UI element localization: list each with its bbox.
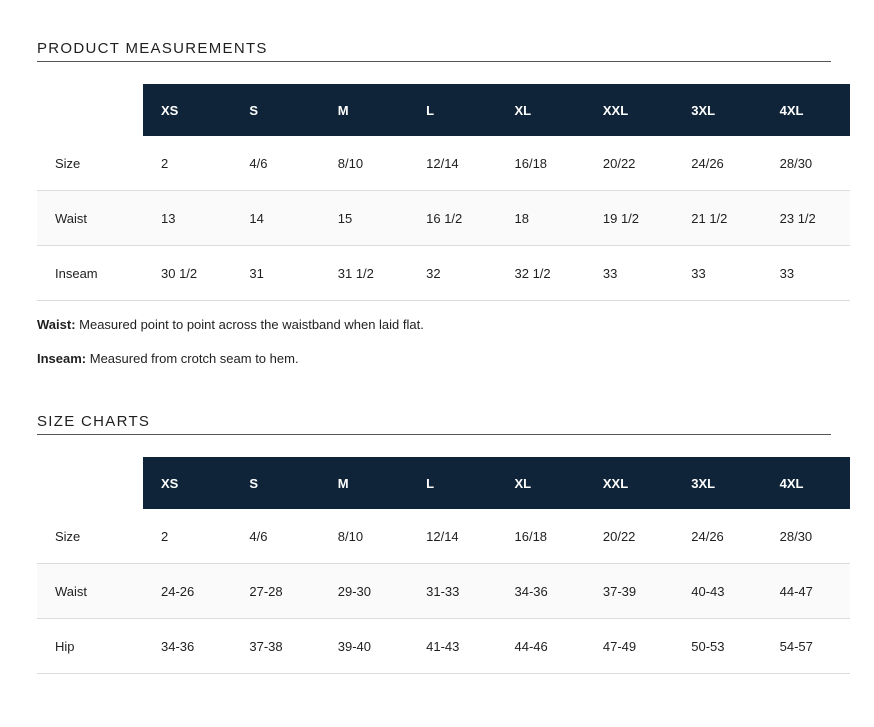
table-cell: 31-33 bbox=[408, 564, 496, 619]
waist-note bbox=[37, 317, 424, 332]
table-cell: 20/22 bbox=[585, 509, 673, 564]
table-cell: 41-43 bbox=[408, 619, 496, 674]
row-label: Size bbox=[37, 136, 143, 191]
table-row bbox=[37, 509, 850, 564]
table-row bbox=[37, 564, 850, 619]
table-cell: 31 1/2 bbox=[320, 246, 408, 301]
table-header-cell: 3XL bbox=[673, 84, 761, 136]
table-cell: 19 1/2 bbox=[585, 191, 673, 246]
table-cell: 33 bbox=[585, 246, 673, 301]
product-measurements-table bbox=[37, 84, 850, 301]
table-cell: 2 bbox=[143, 136, 231, 191]
table-cell: 20/22 bbox=[585, 136, 673, 191]
table-cell: 44-47 bbox=[762, 564, 850, 619]
table-cell: 16 1/2 bbox=[408, 191, 496, 246]
table-header-cell: S bbox=[231, 84, 319, 136]
table-header-cell: L bbox=[408, 84, 496, 136]
table-cell: 37-38 bbox=[231, 619, 319, 674]
size-charts-table bbox=[37, 457, 850, 674]
table-cell: 40-43 bbox=[673, 564, 761, 619]
table-cell: 31 bbox=[231, 246, 319, 301]
table-cell: 4/6 bbox=[231, 136, 319, 191]
waist-note-term: Waist: bbox=[37, 317, 76, 332]
table-cell: 12/14 bbox=[408, 509, 496, 564]
waist-note-text: Measured point to point across the waistband when laid flat. bbox=[75, 317, 424, 332]
table-cell: 37-39 bbox=[585, 564, 673, 619]
table-header-cell: XS bbox=[143, 84, 231, 136]
row-label: Inseam bbox=[37, 246, 143, 301]
table-cell: 28/30 bbox=[762, 136, 850, 191]
table-cell: 34-36 bbox=[143, 619, 231, 674]
table-header-cell: 4XL bbox=[762, 84, 850, 136]
table-cell: 13 bbox=[143, 191, 231, 246]
table-cell: 15 bbox=[320, 191, 408, 246]
table-cell: 14 bbox=[231, 191, 319, 246]
table-cell: 21 1/2 bbox=[673, 191, 761, 246]
table-header-row bbox=[37, 457, 850, 509]
table-cell: 24-26 bbox=[143, 564, 231, 619]
table-row bbox=[37, 246, 850, 301]
product-measurements-title-rule bbox=[37, 61, 831, 62]
table-cell: 47-49 bbox=[585, 619, 673, 674]
inseam-note-text: Measured from crotch seam to hem. bbox=[86, 351, 299, 366]
inseam-note-term: Inseam: bbox=[37, 351, 87, 366]
table-cell: 32 1/2 bbox=[497, 246, 585, 301]
table-cell: 18 bbox=[497, 191, 585, 246]
inseam-note bbox=[37, 351, 299, 366]
row-label: Hip bbox=[37, 619, 143, 674]
table-header-cell: M bbox=[320, 457, 408, 509]
table-cell: 4/6 bbox=[231, 509, 319, 564]
table-cell: 2 bbox=[143, 509, 231, 564]
table-cell: 24/26 bbox=[673, 136, 761, 191]
size-charts-title-rule bbox=[37, 434, 831, 435]
table-header-cell: M bbox=[320, 84, 408, 136]
table-header-cell: 4XL bbox=[762, 457, 850, 509]
table-row bbox=[37, 136, 850, 191]
table-cell: 33 bbox=[673, 246, 761, 301]
table-cell: 16/18 bbox=[497, 136, 585, 191]
table-header-cell: L bbox=[408, 457, 496, 509]
table-cell: 12/14 bbox=[408, 136, 496, 191]
size-charts-title: SIZE CHARTS bbox=[37, 413, 151, 430]
table-cell: 54-57 bbox=[762, 619, 850, 674]
product-measurements-title: PRODUCT MEASUREMENTS bbox=[37, 40, 268, 57]
table-header-cell: XL bbox=[497, 84, 585, 136]
table-cell: 30 1/2 bbox=[143, 246, 231, 301]
table-cell: 23 1/2 bbox=[762, 191, 850, 246]
table-header-corner bbox=[37, 84, 143, 136]
table-cell: 34-36 bbox=[497, 564, 585, 619]
table-row bbox=[37, 619, 850, 674]
table-cell: 27-28 bbox=[231, 564, 319, 619]
table-cell: 44-46 bbox=[497, 619, 585, 674]
table-row bbox=[37, 191, 850, 246]
table-cell: 16/18 bbox=[497, 509, 585, 564]
table-cell: 39-40 bbox=[320, 619, 408, 674]
table-header-cell: S bbox=[231, 457, 319, 509]
table-cell: 32 bbox=[408, 246, 496, 301]
row-label: Size bbox=[37, 509, 143, 564]
row-label: Waist bbox=[37, 564, 143, 619]
table-header-cell: XXL bbox=[585, 457, 673, 509]
table-cell: 50-53 bbox=[673, 619, 761, 674]
table-cell: 33 bbox=[762, 246, 850, 301]
table-cell: 29-30 bbox=[320, 564, 408, 619]
table-cell: 8/10 bbox=[320, 509, 408, 564]
table-cell: 8/10 bbox=[320, 136, 408, 191]
table-cell: 24/26 bbox=[673, 509, 761, 564]
table-cell: 28/30 bbox=[762, 509, 850, 564]
row-label: Waist bbox=[37, 191, 143, 246]
table-header-row bbox=[37, 84, 850, 136]
table-header-cell: XL bbox=[497, 457, 585, 509]
table-header-corner bbox=[37, 457, 143, 509]
table-header-cell: 3XL bbox=[673, 457, 761, 509]
table-header-cell: XS bbox=[143, 457, 231, 509]
table-header-cell: XXL bbox=[585, 84, 673, 136]
